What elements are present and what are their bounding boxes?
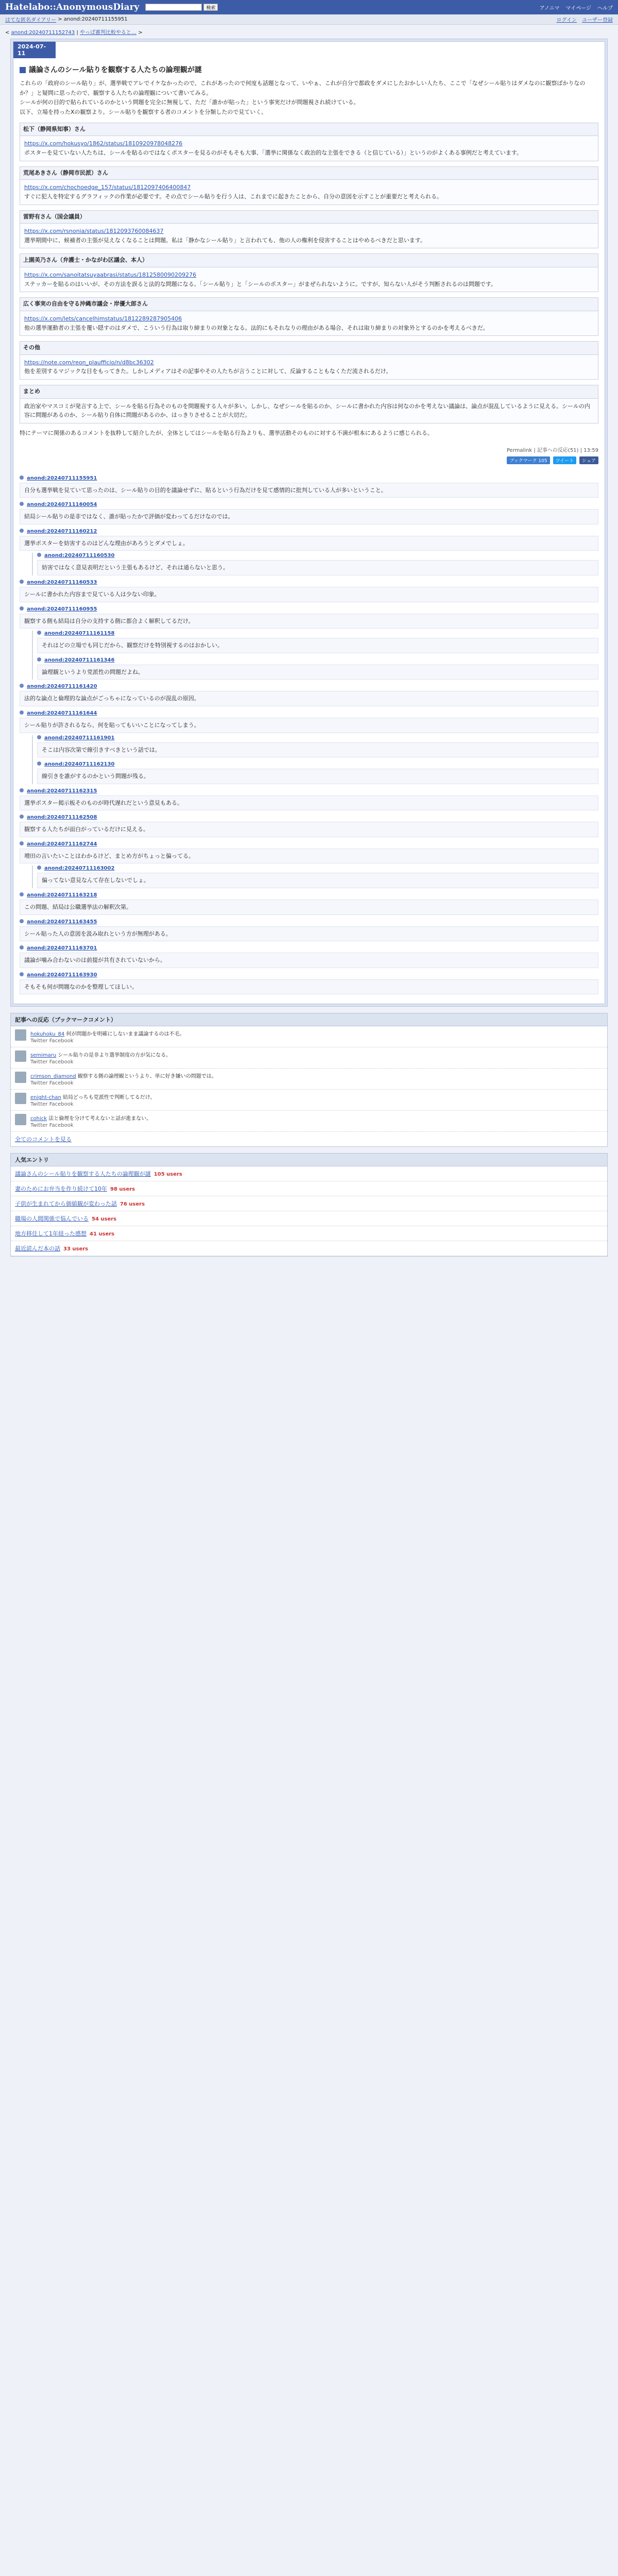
- ranking-title-link[interactable]: 議論さんのシール貼りを観察する人たちの論理観が謎: [15, 1171, 151, 1178]
- comment-text: シール貼った人の意図を汲み取れという方が無理がある。: [20, 926, 598, 942]
- quote-link[interactable]: https://x.com/hokusyo/1862/status/1810920978048276: [24, 140, 183, 147]
- quote-text: ポスターを見ていない人たちは、シールを貼るのではなくポスターを見るのがそもそも大事、「選挙に関係なく政治的な主張をできる（と信じている）」というのがよくある事例だと考えています。: [24, 149, 522, 157]
- comment-item: [37, 761, 598, 784]
- comment-bullet-icon: [37, 657, 41, 662]
- comment-bullet-icon: [20, 945, 24, 950]
- bookmark-share-links[interactable]: Twitter Facebook: [30, 1038, 74, 1044]
- quote-link[interactable]: https://x.com/rsnonia/status/1812093760084637: [24, 228, 164, 235]
- comment-header: [37, 631, 598, 636]
- comment-permalink[interactable]: anond:20240711163002: [44, 866, 115, 872]
- comment-bullet-icon: [20, 841, 24, 845]
- comment-bullet-icon: [20, 710, 24, 715]
- ranking-item: [11, 1166, 607, 1181]
- bookmark-heading: 記事への反応（ブックマークコメント）: [11, 1013, 607, 1026]
- comment-header: [20, 710, 598, 716]
- bookmark-share-links[interactable]: Twitter Facebook: [30, 1059, 74, 1065]
- comment-permalink[interactable]: anond:20240711163218: [27, 892, 97, 899]
- quote-link[interactable]: https://x.com/lets/cancelhimstatus/1812289287905406: [24, 315, 182, 322]
- comment-bullet-icon: [37, 735, 41, 739]
- comment-header: [20, 476, 598, 481]
- comment-header: [20, 529, 598, 534]
- bookmark-item: [11, 1047, 607, 1069]
- entry-title[interactable]: 議論さんのシール貼りを観察する人たちの論理観が謎: [13, 58, 605, 79]
- comment-item: [20, 892, 598, 915]
- comment-permalink[interactable]: anond:20240711160212: [27, 528, 97, 534]
- comment-list: [20, 476, 598, 995]
- entry-date: 2024-07-11: [13, 42, 56, 58]
- bookmark-user-link[interactable]: crimson_diamond: [30, 1074, 76, 1080]
- summary-text: 政治家やマスコミが発言する上で、シールを貼る行為そのものを問題視する人々が多い。しかし、なぜシールを貼るのか、シールに書かれた内容は何なのかを考えない議論は、論点が混乱しているように見える。シールの内容に問題があるのか、シール貼り自体に問題があるのか、はっきりさせることが大切だ。: [24, 402, 590, 419]
- bookmark-content: [30, 1093, 155, 1107]
- comment-item: [20, 945, 598, 968]
- comment-text: それはどの立場でも同じだから、観察だけを特別視するのはおかしい。: [37, 638, 598, 653]
- ranking-count: 33 users: [63, 1246, 89, 1252]
- reply-list: [32, 553, 598, 575]
- nav-mypage[interactable]: マイページ: [565, 5, 591, 11]
- quote-text: 他を差別するマジックな目をもってきた。しかしメディアはその記事やその人たちが言うことに対して、反論することもなくただ流されるだけ。: [24, 368, 392, 375]
- ranking-item: [11, 1181, 607, 1196]
- summary-heading: まとめ: [20, 385, 598, 399]
- comment-item: [20, 788, 598, 811]
- quote-text: すぐに犯人を特定するグラフィックの作業が必要です。その点でシール貼りを行う人は、これまでに起きたことから、自分の意図を示すことが重要だと考えられる。: [24, 193, 443, 200]
- ranking-count: 98 users: [110, 1187, 135, 1193]
- quote-text: 他の選挙運動者の主張を覆い隠すのはダメで、こういう行為は取り締まりの対象となる。法的にもそれなりの理由がある場合、それは取り締まりの対象外とするのかを考えるべきだ。: [24, 324, 489, 331]
- comment-header: [37, 866, 598, 871]
- comment-bullet-icon: [20, 815, 24, 819]
- search-input[interactable]: [145, 4, 202, 11]
- bookmark-content: [30, 1114, 151, 1128]
- ranking-title-link[interactable]: 職場の人間関係で悩んでいる: [15, 1215, 89, 1223]
- top-nav: [540, 4, 613, 11]
- ranking-item: [11, 1211, 607, 1226]
- comment-header: [37, 553, 598, 558]
- comment-header: [20, 788, 598, 794]
- ranking-item: [11, 1196, 607, 1211]
- quote-text: ステッカーを貼るのはいいが、その方法を誤ると法的な問題になる。「シール貼り」と「シールのポスター」がまぜられないように。ですが、知らない人がそう判断されるのは問題です。: [24, 280, 496, 287]
- comment-permalink[interactable]: anond:20240711160955: [27, 606, 97, 612]
- next-entry-link[interactable]: やっぱ審判比較やると…: [80, 30, 137, 36]
- comment-bullet-icon: [20, 502, 24, 506]
- quote-link[interactable]: https://note.com/reon_plaufficio/n/d8bc36302: [24, 359, 154, 366]
- breadcrumb-home[interactable]: はてな匿名ダイアリー: [5, 18, 57, 23]
- sub-bar: はてな匿名ダイアリー > anond:20240711155951 ログイン ユーザー登録: [0, 14, 618, 25]
- quote-link[interactable]: https://x.com/chochoedge_157/status/1812097406400847: [24, 184, 191, 191]
- quote-content: [20, 180, 598, 204]
- closing-paragraph: 特にテーマに関係のあるコメントを抜粋して紹介したが、全体としてはシールを貼る行為よりも、選挙活動そのものに対する不満が根本にあるように感じられる。: [20, 429, 433, 436]
- comment-header: [20, 892, 598, 898]
- comment-item: [37, 631, 598, 653]
- intro-paragraph: シールが何の目的で貼られているのかという問題を完全に無視して、ただ「誰かが貼った」という事実だけが問題視され続けている。: [20, 99, 359, 106]
- ranking-item: [11, 1241, 607, 1256]
- ranking-title-link[interactable]: 子供が生まれてから価値観が変わった話: [15, 1200, 117, 1208]
- ranking-count: 76 users: [119, 1201, 145, 1208]
- comment-text: 論理観というより党派性の問題だよね。: [37, 665, 598, 680]
- more-comments-link[interactable]: 全てのコメントを見る: [15, 1136, 72, 1143]
- comment-text: 妨害ではなく意見表明だという主張もあるけど、それは通らないと思う。: [37, 560, 598, 575]
- comment-item: [20, 502, 598, 524]
- reply-list: [32, 735, 598, 784]
- ranking-count: 41 users: [90, 1231, 115, 1238]
- comment-header: [37, 657, 598, 663]
- bookmark-user-link[interactable]: enight-chan: [30, 1095, 61, 1101]
- quote-heading: 広く事実の自由を守る沖縄市議会・岸優大郎さん: [20, 298, 598, 311]
- quote-section: [20, 123, 598, 161]
- comment-permalink[interactable]: anond:20240711163455: [27, 919, 97, 925]
- comment-item: [20, 684, 598, 706]
- quote-section: [20, 253, 598, 292]
- comment-text: 観察する側も結局は自分の支持する側に都合よく解釈してるだけ。: [20, 614, 598, 629]
- breadcrumb-current: anond:20240711155951: [63, 16, 128, 22]
- bookmark-comment: 結局どっちも党派性で判断してるだけ。: [61, 1095, 156, 1101]
- comment-permalink[interactable]: anond:20240711163930: [27, 972, 97, 978]
- comment-text: そこは内容次第で線引きすべきという話では。: [37, 742, 598, 758]
- bookmark-comment: 法と倫理を分けて考えないと話が進まない。: [47, 1116, 152, 1122]
- comment-item: [20, 606, 598, 680]
- quote-heading: 荒尾あきさん（静岡市民派）さん: [20, 167, 598, 180]
- quote-heading: その他: [20, 342, 598, 355]
- entry-meta[interactable]: Permalink | 記事への反応(51) | 13:59: [506, 447, 598, 453]
- bookmark-user-link[interactable]: semimaru: [30, 1053, 57, 1059]
- user-avatar-icon[interactable]: [15, 1050, 26, 1062]
- quote-section: [20, 210, 598, 249]
- quote-section: [20, 341, 598, 380]
- ranking-title-link[interactable]: 地方移住して1年経った感想: [15, 1230, 87, 1238]
- comment-item: [37, 657, 598, 680]
- comment-permalink[interactable]: anond:20240711160054: [27, 502, 97, 508]
- quote-text: 選挙期間中に、候補者の主張が見えなくなることは問題。私は「静かなシール貼り」と言われても、他の人の権利を侵害することはやめるべきだと思います。: [24, 236, 426, 244]
- quote-content: [20, 267, 598, 292]
- comment-permalink[interactable]: anond:20240711162315: [27, 788, 97, 794]
- comment-text: 結局シール貼りの是非ではなく、誰が貼ったかで評価が変わってるだけなのでは。: [20, 509, 598, 524]
- login-link[interactable]: ログイン: [556, 18, 577, 23]
- bookmark-content: [30, 1050, 171, 1065]
- comment-item: [37, 553, 598, 575]
- comment-bullet-icon: [20, 919, 24, 923]
- bookmark-share-links[interactable]: Twitter Facebook: [30, 1101, 74, 1108]
- comment-bullet-icon: [20, 580, 24, 584]
- bookmark-item: [11, 1026, 607, 1047]
- bookmark-comment: 何が問題かを明確にしないまま議論するのは不毛。: [64, 1031, 185, 1038]
- register-link[interactable]: ユーザー登録: [582, 18, 613, 23]
- comment-item: [37, 866, 598, 888]
- comment-bullet-icon: [37, 866, 41, 870]
- intro-paragraph: これらの「政府のシール貼り」が、選挙戦でアレでイケなかったので、これがあったので何度も話題となって、いやぁ、これが自分で都政をダメにしたおかしい人たち、ここで「なぜシール貼りはダメなのに観察ばかりなのか？」と疑問に思ったので、観察する人たちの論理観について書いてみる。: [20, 80, 586, 96]
- ranking-count: 105 users: [153, 1172, 182, 1178]
- comment-bullet-icon: [20, 892, 24, 896]
- comment-text: シール貼りが許されるなら、何を貼ってもいいことになってしまう。: [20, 718, 598, 733]
- bookmark-content: [30, 1029, 184, 1044]
- user-avatar-icon[interactable]: [15, 1029, 26, 1041]
- comment-permalink[interactable]: anond:20240711160533: [27, 579, 97, 585]
- comment-permalink[interactable]: anond:20240711163701: [27, 945, 97, 952]
- ranking-count: 54 users: [92, 1216, 117, 1223]
- comment-permalink[interactable]: anond:20240711162130: [44, 761, 115, 768]
- comment-header: [20, 684, 598, 689]
- share-bar: [13, 455, 605, 468]
- intro-paragraph: 以下、立場を持ったXの観察より。シール貼りを観察する者のコメントを分類したので見ていく。: [20, 109, 267, 116]
- comment-header: [20, 919, 598, 925]
- ranking-heading: 人気エントリ: [11, 1154, 607, 1166]
- ranking-item: [11, 1226, 607, 1241]
- comment-text: そもそも何が問題なのかを整理してほしい。: [20, 979, 598, 995]
- quote-content: [20, 311, 598, 335]
- user-avatar-icon[interactable]: [15, 1093, 26, 1104]
- bookmark-comment: 観察する側の論理観というより、単に好き嫌いの問題では。: [76, 1074, 217, 1080]
- comment-item: [20, 919, 598, 942]
- comment-bullet-icon: [37, 631, 41, 635]
- reply-list: [32, 866, 598, 888]
- comment-permalink[interactable]: anond:20240711160530: [44, 553, 115, 559]
- entry-icon: [20, 67, 26, 73]
- comment-header: [20, 580, 598, 585]
- entry-wrapper: [10, 39, 608, 1007]
- comment-item: [20, 815, 598, 837]
- comment-header: [20, 606, 598, 612]
- share-button[interactable]: シェア: [579, 456, 598, 464]
- comment-permalink[interactable]: anond:20240711161158: [44, 631, 115, 637]
- comment-item: [37, 735, 598, 758]
- site-logo[interactable]: Hatelabo::AnonymousDiary: [5, 2, 140, 12]
- comment-text: 法的な論点と倫理的な論点がごっちゃになっているのが混乱の原因。: [20, 691, 598, 706]
- bookmark-user-link[interactable]: cohick: [30, 1116, 47, 1122]
- bookmark-box: [10, 1013, 608, 1147]
- comment-permalink[interactable]: anond:20240711161644: [27, 710, 97, 716]
- comment-text: 増田の言いたいことはわかるけど、まとめ方がちょっと偏ってる。: [20, 849, 598, 864]
- quote-content: [20, 224, 598, 248]
- comment-text: この問題、結局は公職選挙法の解釈次第。: [20, 900, 598, 915]
- user-avatar-icon[interactable]: [15, 1072, 26, 1083]
- comment-text: 議論が噛み合わないのは前提が共有されていないから。: [20, 953, 598, 968]
- bookmark-share-links[interactable]: Twitter Facebook: [30, 1080, 74, 1087]
- ranking-box: [10, 1153, 608, 1257]
- comment-permalink[interactable]: anond:20240711162744: [27, 841, 97, 847]
- comment-text: 観察する人たちが面白がっているだけに見える。: [20, 822, 598, 837]
- comment-bullet-icon: [37, 761, 41, 766]
- ranking-title-link[interactable]: 妻のためにお弁当を作り続けて10年: [15, 1185, 107, 1193]
- comment-bullet-icon: [20, 529, 24, 533]
- comment-item: [20, 476, 598, 498]
- quote-heading: 雷野有さん（国会議員）: [20, 211, 598, 224]
- comment-header: [20, 972, 598, 978]
- bookmark-share-links[interactable]: Twitter Facebook: [30, 1123, 74, 1129]
- comment-bullet-icon: [20, 972, 24, 976]
- quote-section: [20, 166, 598, 205]
- comment-permalink[interactable]: anond:20240711161420: [27, 684, 97, 690]
- comment-text: 自分も選挙戦を見ていて思ったのは、シール貼りの目的を議論せずに、貼るという行為だけを見て感情的に批判している人が多いということ。: [20, 483, 598, 498]
- comment-bullet-icon: [37, 553, 41, 557]
- summary-section: [20, 385, 598, 423]
- comment-header: [20, 945, 598, 951]
- comment-item: [20, 710, 598, 784]
- quote-link[interactable]: https://x.com/sanoitatsuyaabrasi/status/1812580090209276: [24, 272, 197, 279]
- comment-header: [37, 761, 598, 767]
- comment-permalink[interactable]: anond:20240711162508: [27, 815, 97, 821]
- reply-list: [32, 631, 598, 680]
- prev-entry-link[interactable]: anond:20240711152743: [11, 30, 75, 36]
- bookmark-content: [30, 1072, 217, 1086]
- quote-content: [20, 136, 598, 160]
- comment-text: 選挙ポスター掲示板そのものが時代遅れだという意見もある。: [20, 795, 598, 811]
- comment-permalink[interactable]: anond:20240711161346: [44, 657, 115, 663]
- comment-header: [37, 735, 598, 741]
- bookmark-item: [11, 1111, 607, 1132]
- comment-bullet-icon: [20, 684, 24, 688]
- quote-heading: 松下（静岡県知事）さん: [20, 123, 598, 137]
- nav-help[interactable]: ヘルプ: [597, 5, 613, 11]
- comment-header: [20, 502, 598, 507]
- comment-permalink[interactable]: anond:20240711161901: [44, 735, 115, 741]
- quote-heading: 上園美乃さん（弁護士・かながわ区議会、本人）: [20, 254, 598, 267]
- bookmark-item: [11, 1090, 607, 1111]
- bookmark-user-link[interactable]: hokuhoku_84: [30, 1031, 65, 1038]
- bookmark-button[interactable]: ブックマーク 105: [507, 456, 550, 464]
- search-button[interactable]: 検索: [203, 4, 218, 11]
- search-form: [145, 4, 218, 11]
- entry-card: [13, 41, 605, 1004]
- comment-bullet-icon: [20, 606, 24, 611]
- pager: < anond:20240711152743 | やっぱ審判比較やると… >: [5, 30, 143, 36]
- comment-text: 偏ってない意見なんて存在しないでしょ。: [37, 873, 598, 888]
- comment-item: [20, 580, 598, 602]
- top-bar: [0, 0, 618, 14]
- comment-permalink[interactable]: anond:20240711155951: [27, 475, 97, 481]
- comment-item: [20, 841, 598, 888]
- comment-text: 選挙ポスターを妨害するのはどんな理由があろうとダメでしょ。: [20, 536, 598, 551]
- comment-bullet-icon: [20, 476, 24, 480]
- comment-text: 線引きを誰がするのかという問題が残る。: [37, 769, 598, 784]
- nav-anonymous[interactable]: アノニマ: [539, 5, 560, 11]
- comment-header: [20, 841, 598, 847]
- user-avatar-icon[interactable]: [15, 1114, 26, 1125]
- comment-item: [20, 972, 598, 995]
- bookmark-comment: シール貼りの是非より選挙制度の方が気になる。: [56, 1053, 171, 1059]
- comment-header: [20, 815, 598, 820]
- comment-item: [20, 529, 598, 575]
- comment-text: シールに書かれた内容まで見ている人は少ない印象。: [20, 587, 598, 602]
- quote-content: [20, 355, 598, 379]
- comment-bullet-icon: [20, 788, 24, 792]
- entry-body: [13, 79, 605, 444]
- bookmark-item: [11, 1069, 607, 1090]
- ranking-title-link[interactable]: 最近読んだ本の話: [15, 1245, 60, 1252]
- tweet-button[interactable]: ツイート: [553, 456, 577, 464]
- quote-section: [20, 297, 598, 336]
- comment-thread: [13, 468, 605, 1004]
